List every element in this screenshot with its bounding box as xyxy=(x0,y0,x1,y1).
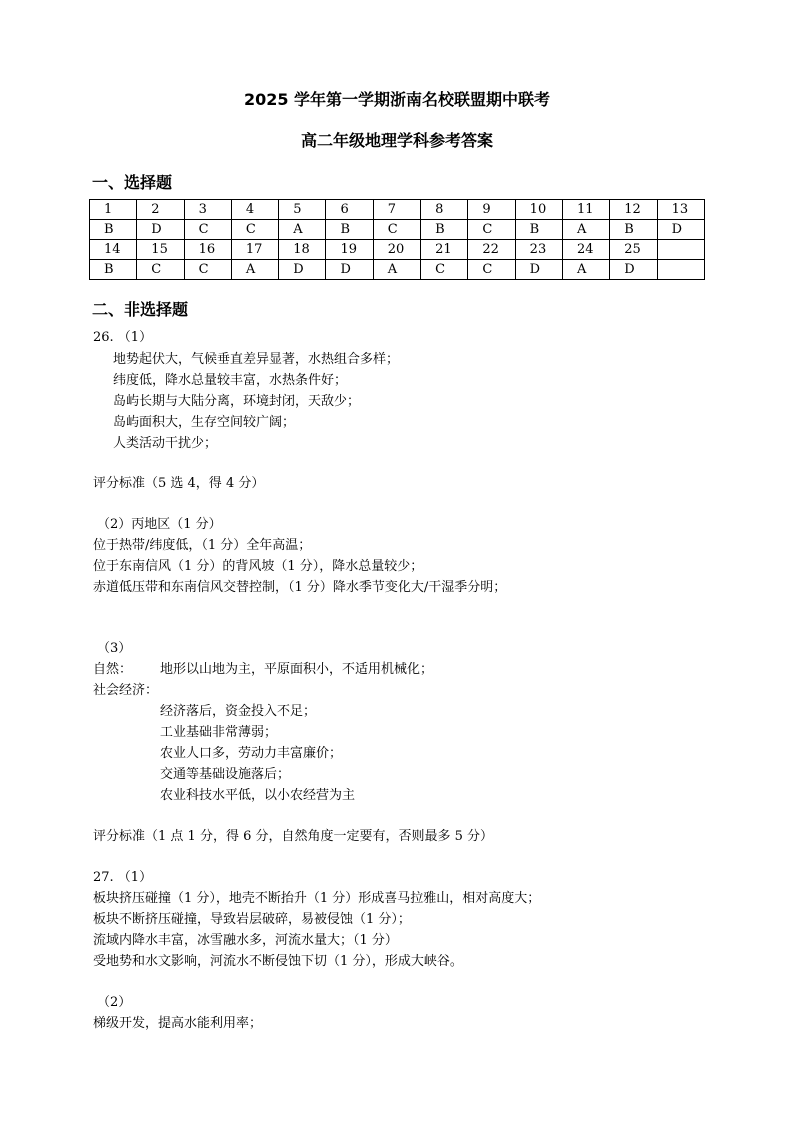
question-number-cell: 13 xyxy=(657,200,704,220)
document-title: 2025 学年第一学期浙南名校联盟期中联考 xyxy=(243,90,551,109)
q27-part1-line: 板块挤压碰撞（1 分），地壳不断抬升（1 分）形成喜马拉雅山，相对高度大； xyxy=(93,891,541,906)
question-number-cell: 24 xyxy=(562,240,609,260)
answer-cell xyxy=(657,260,704,280)
question-number-cell: 8 xyxy=(421,200,468,220)
q26-part3-scoring: 评分标准（1 点 1 分，得 6 分，自然角度一定要有，否则最多 5 分） xyxy=(93,829,494,844)
answer-table xyxy=(89,199,705,280)
answer-cell: C xyxy=(421,260,468,280)
answer-cell: C xyxy=(468,220,515,240)
answer-table-answer-row xyxy=(90,220,705,240)
answer-cell: B xyxy=(421,220,468,240)
answer-cell: D xyxy=(137,220,184,240)
question-number-cell: 18 xyxy=(279,240,326,260)
q26-part1-scoring: 评分标准（5 选 4，得 4 分） xyxy=(93,476,265,491)
q26-part1-line: 纬度低，降水总量较丰富，水热条件好； xyxy=(113,373,348,388)
q26-part3-social-line: 农业人口多，劳动力丰富廉价； xyxy=(160,746,343,761)
q26-part3-nature-text: 地形以山地为主，平原面积小，不适用机械化； xyxy=(160,662,434,677)
q26-part3-social-line: 交通等基础设施落后； xyxy=(160,767,291,782)
q26-part3-social-line: 经济落后，资金投入不足； xyxy=(160,704,317,719)
answer-cell: C xyxy=(231,220,278,240)
question-number-cell: 14 xyxy=(90,240,137,260)
question-number-cell: 3 xyxy=(184,200,231,220)
answer-table-number-row xyxy=(90,240,705,260)
answer-cell: B xyxy=(610,220,657,240)
answer-cell: B xyxy=(515,220,562,240)
answer-cell: D xyxy=(515,260,562,280)
question-number-cell: 1 xyxy=(90,200,137,220)
answer-cell: A xyxy=(279,220,326,240)
question-number-cell: 11 xyxy=(562,200,609,220)
question-number-cell: 19 xyxy=(326,240,373,260)
q27-part2-line: 梯级开发，提高水能利用率； xyxy=(93,1016,263,1031)
q26-part1-line: 人类活动干扰少； xyxy=(113,436,218,451)
question-number-cell: 4 xyxy=(231,200,278,220)
q26-part1-line: 岛屿长期与大陆分离，环境封闭，天敌少； xyxy=(113,394,361,409)
answer-cell: D xyxy=(657,220,704,240)
answer-cell: A xyxy=(373,260,420,280)
q26-part1-line: 地势起伏大，气候垂直差异显著，水热组合多样； xyxy=(113,352,400,367)
document-subtitle: 高二年级地理学科参考答案 xyxy=(300,131,493,150)
answer-table-number-row xyxy=(90,200,705,220)
answer-cell: C xyxy=(468,260,515,280)
q26-part1-label: 26. （1） xyxy=(93,330,153,345)
question-number-cell: 20 xyxy=(373,240,420,260)
answer-cell: C xyxy=(137,260,184,280)
question-number-cell: 15 xyxy=(137,240,184,260)
answer-cell: C xyxy=(184,260,231,280)
answer-cell: D xyxy=(610,260,657,280)
answer-cell: B xyxy=(90,260,137,280)
answer-cell: C xyxy=(184,220,231,240)
question-number-cell: 7 xyxy=(373,200,420,220)
answer-cell: B xyxy=(90,220,137,240)
question-number-cell: 21 xyxy=(421,240,468,260)
q26-part2-line: 位于热带/纬度低，（1 分）全年高温； xyxy=(93,538,312,553)
question-number-cell: 23 xyxy=(515,240,562,260)
section-heading-nonchoice: 二、非选择题 xyxy=(92,300,189,319)
question-number-cell: 17 xyxy=(231,240,278,260)
question-number-cell: 12 xyxy=(610,200,657,220)
q26-part2-line: 位于东南信风（1 分）的背风坡（1 分），降水总量较少； xyxy=(93,559,424,574)
q27-part1-line: 流域内降水丰富，冰雪融水多，河流水量大；（1 分） xyxy=(93,933,398,948)
answer-table-answer-row xyxy=(90,260,705,280)
answer-cell: A xyxy=(231,260,278,280)
q26-part1-line: 岛屿面积大，生存空间较广阔； xyxy=(113,415,296,430)
q26-part3-social-line: 工业基础非常薄弱； xyxy=(160,725,278,740)
question-number-cell: 25 xyxy=(610,240,657,260)
answer-cell: D xyxy=(326,260,373,280)
q26-part2-label: （2）丙地区（1 分） xyxy=(97,517,222,532)
question-number-cell xyxy=(657,240,704,260)
question-number-cell: 9 xyxy=(468,200,515,220)
q26-part3-label: （3） xyxy=(97,641,132,656)
q26-part2-line: 赤道低压带和东南信风交替控制，（1 分）降水季节变化大/干湿季分明； xyxy=(93,580,507,595)
q27-part2-label: （2） xyxy=(97,995,132,1010)
q27-part1-label: 27. （1） xyxy=(93,870,153,885)
answer-cell: C xyxy=(373,220,420,240)
q26-part3-nature-label: 自然： xyxy=(93,662,133,677)
q27-part1-line: 受地势和水文影响，河流水不断侵蚀下切（1 分），形成大峡谷。 xyxy=(93,954,463,969)
question-number-cell: 6 xyxy=(326,200,373,220)
question-number-cell: 5 xyxy=(279,200,326,220)
q26-part3-social-line: 农业科技水平低，以小农经营为主 xyxy=(160,788,356,803)
question-number-cell: 22 xyxy=(468,240,515,260)
question-number-cell: 10 xyxy=(515,200,562,220)
q26-part3-social-label: 社会经济： xyxy=(93,683,159,698)
section-heading-choice: 一、选择题 xyxy=(92,173,173,192)
q27-part1-line: 板块不断挤压碰撞，导致岩层破碎，易被侵蚀（1 分）； xyxy=(93,912,411,927)
question-number-cell: 16 xyxy=(184,240,231,260)
answer-cell: D xyxy=(279,260,326,280)
answer-cell: A xyxy=(562,220,609,240)
answer-cell: A xyxy=(562,260,609,280)
answer-cell: B xyxy=(326,220,373,240)
question-number-cell: 2 xyxy=(137,200,184,220)
